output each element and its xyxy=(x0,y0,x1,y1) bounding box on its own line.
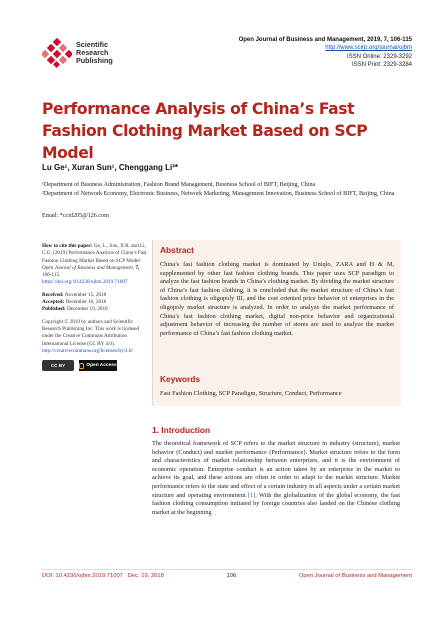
abstract-text: China’s fast fashion clothing market is dominated by Uniqlo, ZARA and H & M, supplemented by other fast fashion clothing brands. This paper uses SCP paradigm to analyze the fast fashion brands in China’s clothing market. By dividing the market structure of China’s fast fashion clothing, it is concluded that the market structure of China’s fast fashion clothing is oligopoly III, and the cost oriented price behavior of enterprises in the oligopoly market structure is analyzed. In order to analyze the market performance of China’s fast fashion clothing market, digital non-price behavior and organizational adjustment behavior of increasing the number of stores are used to analyze the market performance of China’s fast fashion clothing market. xyxy=(160,261,394,337)
published-date: December 19, 2018 xyxy=(66,306,108,313)
license-link[interactable]: http://creativecommons.org/licenses/by/4.0/ xyxy=(42,347,133,354)
affiliations xyxy=(42,181,412,198)
received-date: November 15, 2018 xyxy=(64,291,107,298)
cite-label: How to cite this paper: xyxy=(42,243,93,249)
abstract-heading: Abstract xyxy=(160,245,194,255)
open-access-label: Open Access xyxy=(86,363,117,368)
publisher-name xyxy=(76,41,113,65)
affiliation: ²Department of Network Economy, Electronic Business, Network Marketing, Management Innovation, Business School of BIFT, Beijing, China xyxy=(42,190,395,197)
footer-doi: DOI: 10.4236/ojbm.2019.71007 xyxy=(42,573,123,579)
footer-date: Dec. 19, 2018 xyxy=(127,573,164,579)
accepted-label: Accepted: xyxy=(42,299,65,306)
publisher-line: Scientific xyxy=(76,40,108,49)
issn-print: ISSN Print: 2329-3284 xyxy=(351,62,412,69)
paper-title: Performance Analysis of China’s Fast Fashion Clothing Market Based on SCP Model xyxy=(42,100,368,162)
cite-volume: 7, xyxy=(135,264,140,271)
dates-block xyxy=(42,292,148,314)
cc-by-badge-icon[interactable]: CC BY xyxy=(42,360,74,371)
scirp-logo-icon xyxy=(42,38,72,68)
page-footer xyxy=(42,569,412,579)
citation-link[interactable]: [1] xyxy=(247,491,256,499)
citation-block xyxy=(42,243,148,287)
license-badges xyxy=(42,360,148,371)
journal-name: Open Journal of Business and Management, 2019, 7, 106-115 xyxy=(238,37,412,43)
intro-text-part: . With the globalization of the global economy, the fast fashion clothing consumption initiated by foreign countries also landed on the Chinese clothing market at the beginning xyxy=(152,491,400,516)
footer-journal: Open Journal of Business and Management xyxy=(298,573,412,579)
doi-link[interactable]: https://doi.org/10.4236/ojbm.2019.71007 xyxy=(42,279,128,286)
page-number: 106 xyxy=(226,573,237,579)
open-lock-icon xyxy=(79,363,84,369)
accepted-date: December 16, 2018 xyxy=(65,299,107,306)
cite-journal: Open Journal of Business and Management, xyxy=(42,264,135,271)
journal-info xyxy=(239,36,412,70)
open-access-badge xyxy=(79,360,117,371)
cite-text: Ge, L., Sun, X.R. and Li, C.G. (2019) Performance Analysis of China’s Fast Fashion Clothing Market Based on SCP Model. xyxy=(42,243,147,264)
published-label: Published: xyxy=(42,306,66,313)
received-label: Received: xyxy=(42,291,64,298)
keywords-heading: Keywords xyxy=(160,374,201,384)
publisher-line: Research xyxy=(76,48,109,57)
copyright-text: Copyright © 2019 by authors and Scientific Research Publishing Inc. This work is licensed under the Creative Commons Attribution International License (CC BY 4.0). xyxy=(42,318,140,347)
introduction-heading: 1. Introduction xyxy=(152,425,211,435)
article-sidebar xyxy=(42,243,148,371)
issn-online: ISSN Online: 2329-3292 xyxy=(346,53,412,60)
journal-url-link[interactable]: http://www.scirp.org/journal/ojbm xyxy=(325,45,412,52)
introduction-text xyxy=(152,440,400,517)
publisher-line: Publishing xyxy=(76,56,113,65)
publisher-logo xyxy=(42,38,113,68)
affiliation: ¹Department of Business Administration, Fashion Brand Management, Business School of BIFT, Beijing, China xyxy=(42,182,316,188)
authors: Lu Ge¹, Xuran Sun¹, Chenggang Li²* xyxy=(42,163,178,172)
email: Email: *ccid205@126.com xyxy=(42,213,109,219)
intro-text-part: The theoretical framework of SCP refers to the market structure in industry (structure), market behavior (Conduct) and market performance (Performance). Market structure refers to the form and characteristics of market relationship between enterprises, and it is the environment of economic operation. Enterprise conduct is an action taken by an enterprise in the market to achieve its goal, and these actions are often in order to adapt to the market structure. Market performance refers to the state and effect of a certain industry in all aspects under a certain market structure and operating environment xyxy=(152,440,400,499)
copyright-block xyxy=(42,319,148,355)
footer-doi-date xyxy=(42,573,164,579)
cite-pages: 106-115. xyxy=(42,272,61,279)
keywords-text: Fast Fashion Clothing, SCP Paradigm, Structure, Conduct, Performance xyxy=(160,390,342,397)
